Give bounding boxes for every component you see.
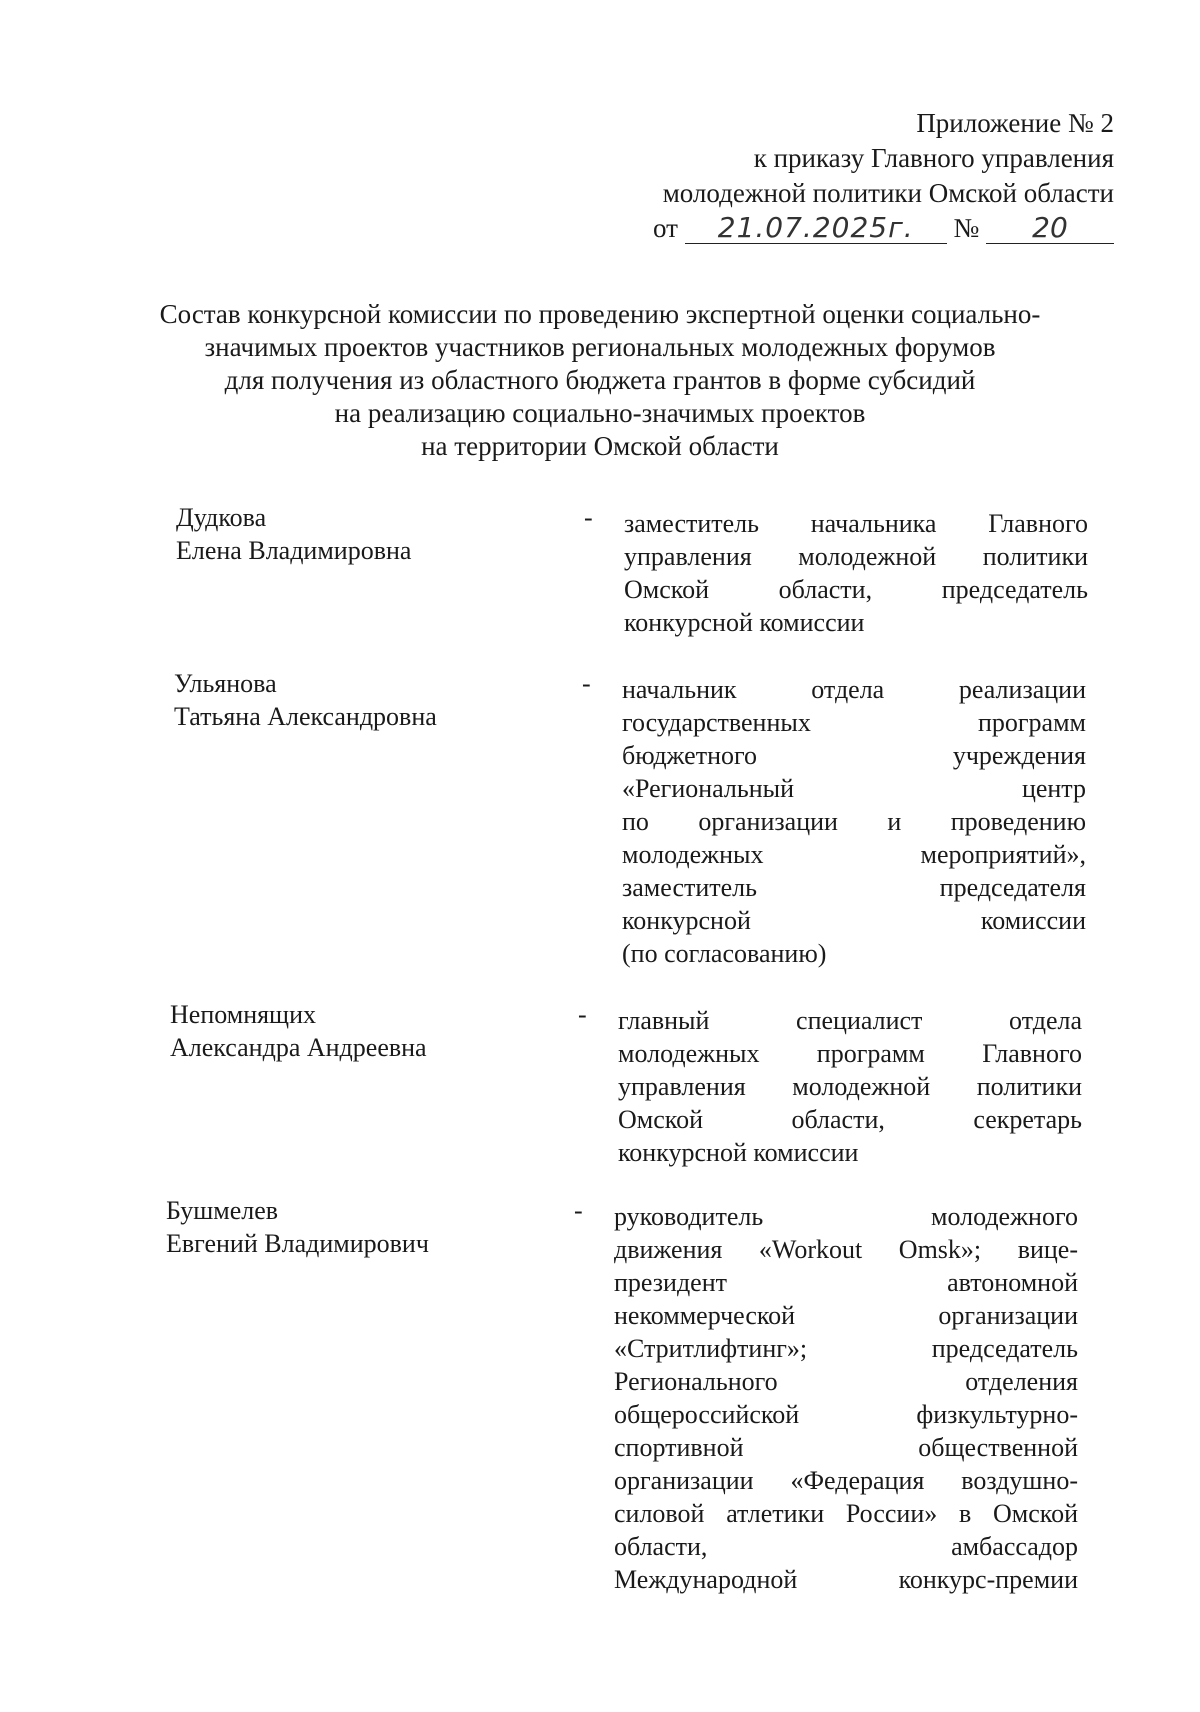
- number-label: №: [953, 213, 980, 243]
- role-line: организации «Федерация воздушно-: [614, 1466, 1078, 1495]
- role-line: некоммерческой организации: [614, 1301, 1078, 1330]
- member-name: [174, 667, 437, 733]
- separator-dash: -: [584, 503, 593, 532]
- document-title: [150, 298, 1050, 463]
- member-surname: Дудкова: [176, 503, 267, 532]
- role-line: молодежных программ Главного: [618, 1039, 1082, 1068]
- member-role: [618, 1004, 1082, 1169]
- role-line: области, амбассадор: [614, 1532, 1078, 1561]
- role-line: начальник отдела реализации: [622, 675, 1086, 704]
- appendix-number: Приложение № 2: [916, 108, 1114, 138]
- appendix-order-ref: к приказу Главного управления: [753, 143, 1114, 173]
- member-name: [166, 1194, 429, 1260]
- member-given-name: Александра Андреевна: [170, 1033, 427, 1062]
- role-line: (по согласованию): [622, 939, 827, 968]
- role-line: силовой атлетики России» в Омской: [614, 1499, 1078, 1528]
- member-given-name: Елена Владимировна: [176, 536, 412, 565]
- separator-dash: -: [578, 1000, 587, 1029]
- member-role: [614, 1200, 1078, 1596]
- separator-dash: -: [582, 669, 591, 698]
- role-line: «Региональный центр: [622, 774, 1086, 803]
- title-line: Состав конкурсной комиссии по проведению экспертной оценки социально-: [159, 299, 1041, 329]
- role-line: Регионального отделения: [614, 1367, 1078, 1396]
- role-line: конкурсной комиссии: [624, 608, 865, 637]
- role-line: государственных программ: [622, 708, 1086, 737]
- appendix-header: [653, 106, 1114, 246]
- role-line: заместитель начальника Главного: [624, 509, 1088, 538]
- title-line: значимых проектов участников региональных молодежных форумов: [204, 332, 996, 362]
- role-line: бюджетного учреждения: [622, 741, 1086, 770]
- member-surname: Бушмелев: [166, 1196, 279, 1225]
- order-number-handwritten: 20: [986, 213, 1114, 244]
- separator-dash: -: [574, 1196, 583, 1225]
- role-line: президент автономной: [614, 1268, 1078, 1297]
- role-line: общероссийской физкультурно-: [614, 1400, 1078, 1429]
- role-line: Омской области, председатель: [624, 575, 1088, 604]
- member-surname: Непомнящих: [170, 1000, 316, 1029]
- role-line: управления молодежной политики: [618, 1072, 1082, 1101]
- member-role: [622, 673, 1086, 970]
- role-line: конкурсной комиссии: [618, 1138, 859, 1167]
- member-name: [176, 501, 411, 567]
- role-line: главный специалист отдела: [618, 1006, 1082, 1035]
- member-surname: Ульянова: [174, 669, 277, 698]
- role-line: Международной конкурс-премии: [614, 1565, 1078, 1594]
- role-line: по организации и проведению: [622, 807, 1086, 836]
- title-line: на реализацию социально-значимых проектов: [334, 398, 866, 428]
- order-date-line: [653, 211, 1114, 246]
- role-line: руководитель молодежного: [614, 1202, 1078, 1231]
- member-role: [624, 507, 1088, 639]
- role-line: «Стритлифтинг»; председатель: [614, 1334, 1078, 1363]
- role-line: заместитель председателя: [622, 873, 1086, 902]
- role-line: движения «Workout Omsk»; вице-: [614, 1235, 1078, 1264]
- appendix-authority: молодежной политики Омской области: [662, 178, 1114, 208]
- title-line: на территории Омской области: [421, 431, 779, 461]
- order-date-handwritten: 21.07.2025г.: [685, 213, 947, 244]
- member-name: [170, 998, 427, 1064]
- role-line: спортивной общественной: [614, 1433, 1078, 1462]
- member-given-name: Евгений Владимирович: [166, 1229, 429, 1258]
- member-given-name: Татьяна Александровна: [174, 702, 437, 731]
- role-line: конкурсной комиссии: [622, 906, 1086, 935]
- from-label: от: [653, 213, 678, 243]
- role-line: Омской области, секретарь: [618, 1105, 1082, 1134]
- role-line: молодежных мероприятий»,: [622, 840, 1086, 869]
- title-line: для получения из областного бюджета грантов в форме субсидий: [224, 365, 976, 395]
- role-line: управления молодежной политики: [624, 542, 1088, 571]
